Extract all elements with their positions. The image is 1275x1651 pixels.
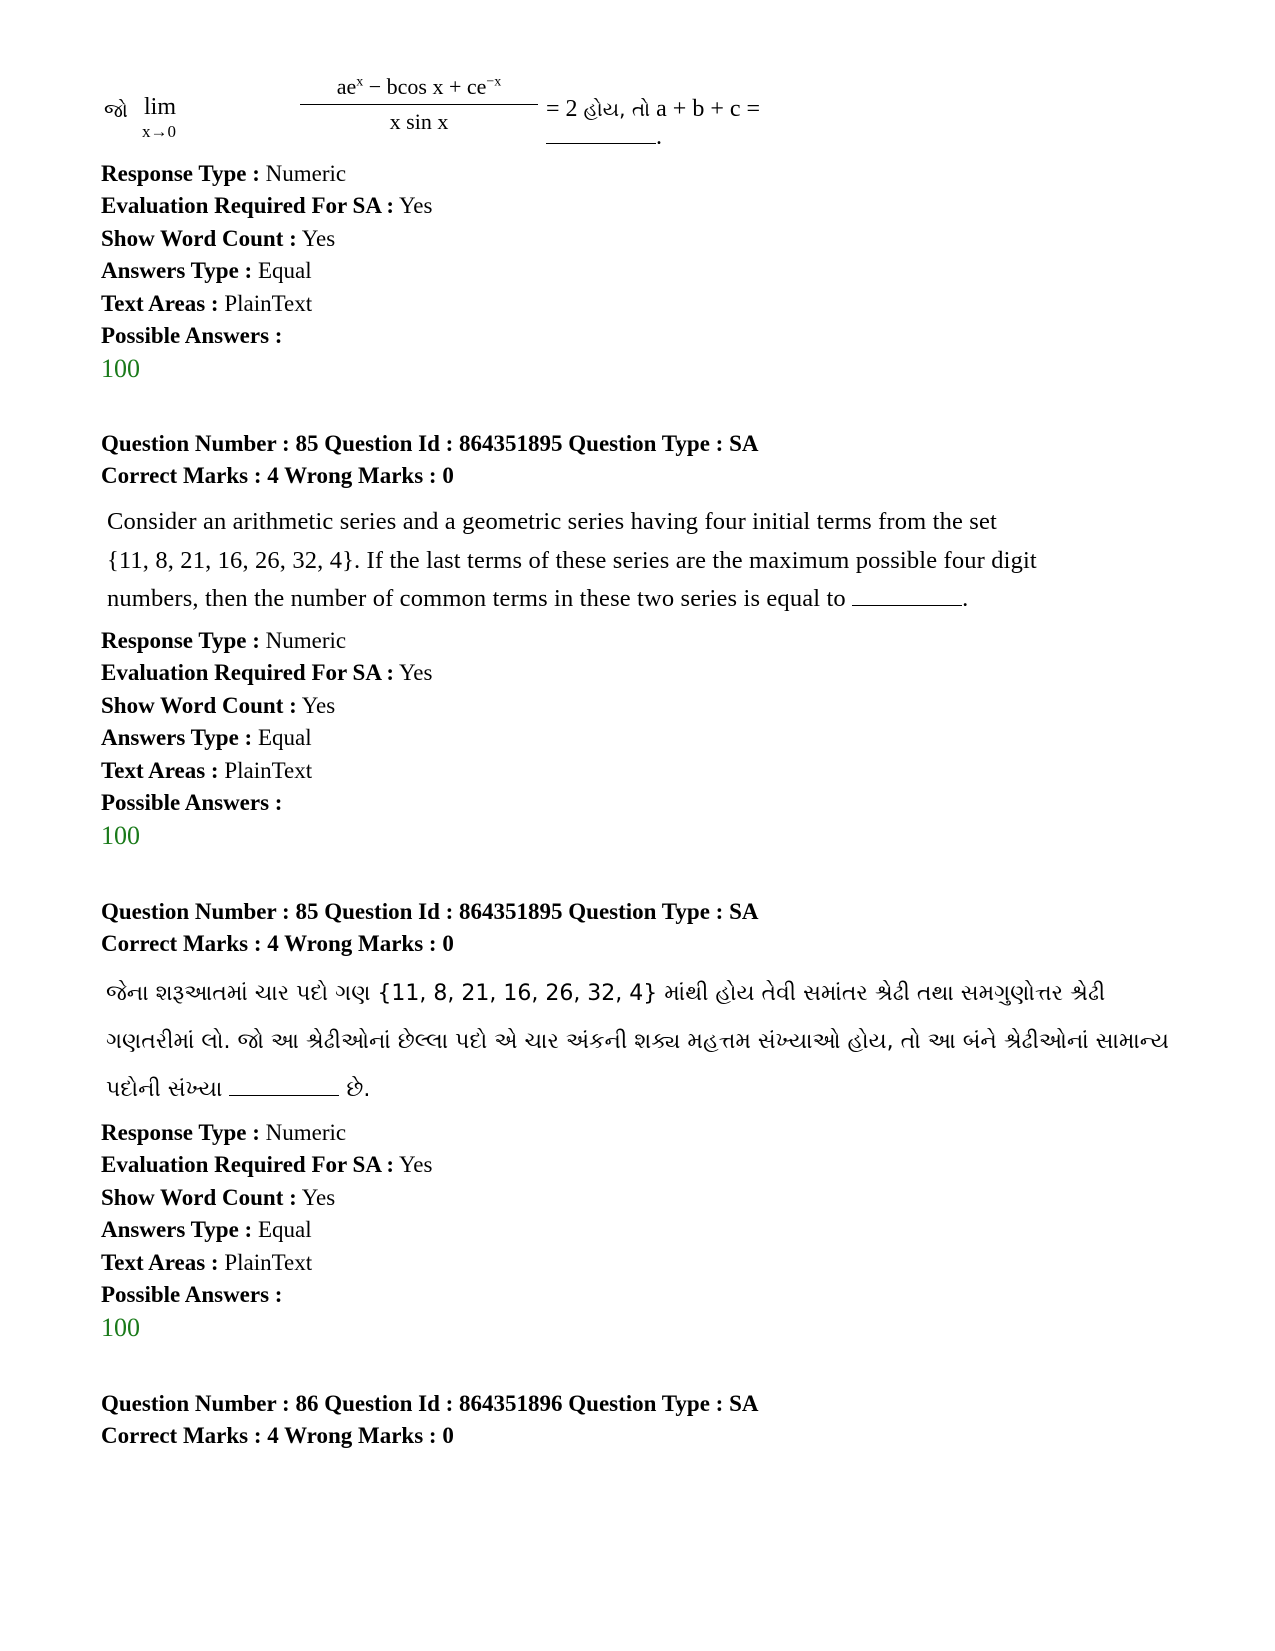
math-denominator: x sin x [389, 109, 449, 134]
word-count-row: Show Word Count : Yes [101, 225, 336, 251]
text-areas-row: Text Areas : PlainText [101, 290, 313, 316]
answer-blank [852, 585, 962, 606]
word-count-row: Show Word Count : Yes [101, 692, 336, 718]
question-85-gujarati-header [101, 896, 1201, 961]
math-tail: = 2 હોય, તો a + b + c = . [546, 96, 761, 150]
text-areas-row: Text Areas : PlainText [101, 1249, 313, 1275]
response-type-row: Response Type : Numeric [101, 1120, 347, 1145]
word-count-row: Show Word Count : Yes [101, 1184, 336, 1210]
question-meta-3 [101, 1117, 1201, 1345]
possible-answers-label: Possible Answers : [101, 323, 283, 349]
question-85-header [101, 428, 1201, 493]
possible-answer-value: 100 [101, 354, 140, 384]
question-85-gujarati-text: જેના શરૂઆતમાં ચાર પદો ગણ {11, 8, 21, 16, 26, 32, 4} માંથી હોય તેવી સમાંતર શ્રેઢી તથા સમગુણોત્તર શ્રેઢી ગણતરીમાં લો. જો આ શ્રેઢીઓનાં છેલ્લા પદો એ ચાર અંકની શક્ય મહત્તમ સંખ્યાઓ હોય, તો આ બંને શ્રેઢીઓનાં સામાન્ય પદોની સંખ્યા છે. [106, 981, 1169, 1102]
question-header: Question Number : 85 Question Id : 864351895 Question Type : SA [101, 431, 759, 456]
question-marks: Correct Marks : 4 Wrong Marks : 0 [101, 1423, 454, 1449]
question-marks: Correct Marks : 4 Wrong Marks : 0 [101, 931, 454, 957]
answers-type-row: Answers Type : Equal [101, 1217, 312, 1243]
answers-type-row: Answers Type : Equal [101, 725, 312, 751]
math-numerator: $ae^x - bcos$ $x + ce^{-x}$ [300, 74, 538, 105]
possible-answers-label: Possible Answers : [101, 1282, 283, 1308]
possible-answer-value: 100 [101, 821, 140, 851]
question-header: Question Number : 86 Question Id : 864351896 Question Type : SA [101, 1391, 759, 1416]
question-86-header [101, 1388, 1201, 1453]
evaluation-row: Evaluation Required For SA : Yes [101, 660, 433, 686]
answer-blank [546, 123, 656, 144]
math-fraction [300, 74, 538, 135]
evaluation-row: Evaluation Required For SA : Yes [101, 1152, 433, 1178]
math-lim-subscript: x→0 [142, 122, 176, 141]
math-prefix: જો [104, 98, 128, 122]
evaluation-row: Evaluation Required For SA : Yes [101, 193, 433, 219]
response-type-row: Response Type : Numeric [101, 628, 347, 653]
question-meta-1 [101, 158, 1201, 386]
limit-expression [104, 70, 864, 150]
possible-answers-label: Possible Answers : [101, 790, 283, 816]
answers-type-row: Answers Type : Equal [101, 258, 312, 284]
question-marks: Correct Marks : 4 Wrong Marks : 0 [101, 463, 454, 489]
math-lim: lim [144, 94, 177, 120]
question-meta-2 [101, 625, 1201, 853]
question-header: Question Number : 85 Question Id : 864351895 Question Type : SA [101, 899, 759, 924]
possible-answer-value: 100 [101, 1313, 140, 1343]
question-85-text: Consider an arithmetic series and a geometric series having four initial terms from the set {11, 8, 21, 16, 26, 32, 4}. If the last terms of these series are the maximum possible four digit numbers, then the number of common terms in these two series is equal to . [107, 508, 1037, 612]
answer-blank [229, 1075, 339, 1096]
text-areas-row: Text Areas : PlainText [101, 757, 313, 783]
response-type-row: Response Type : Numeric [101, 161, 347, 186]
